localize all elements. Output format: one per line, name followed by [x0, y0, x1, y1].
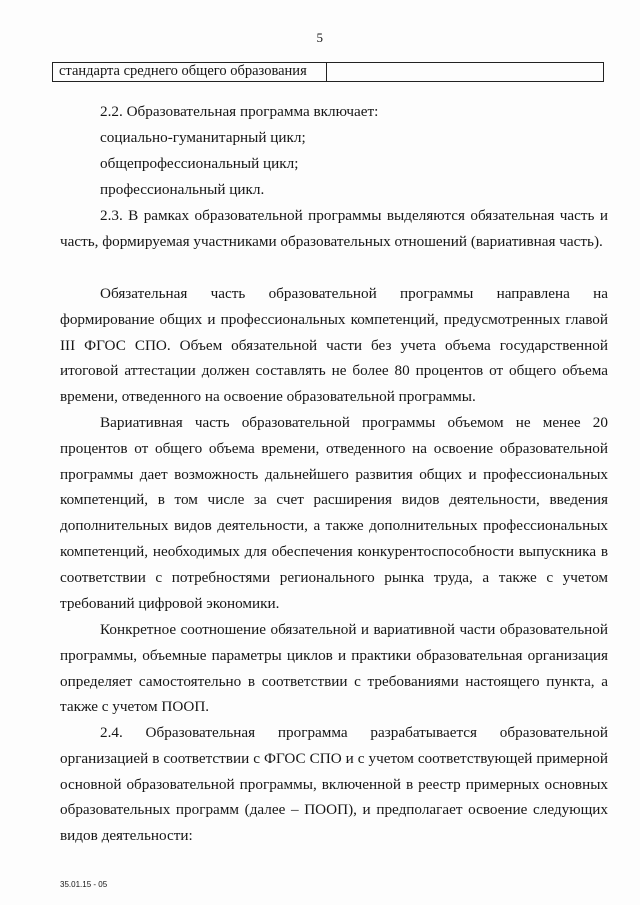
section-2-2-intro: 2.2. Образовательная программа включает:	[100, 103, 379, 120]
table-cell-education-standard: стандарта среднего общего образования	[53, 63, 327, 81]
cycle-item-professional: профессиональный цикл.	[100, 181, 265, 198]
cycle-item-general-professional: общепрофессиональный цикл;	[100, 155, 299, 172]
section-2-4: 2.4. Образовательная программа разрабатывается образовательной организацией в соответствии с ФГОС СПО и с учетом соответствующей примерной основной образовательной программы, включенной в реестр примерных основных образовательных программ (далее – ПООП), и предполагает освоение следующих видов деятельности:	[60, 724, 608, 845]
cycle-item-social: социально-гуманитарный цикл;	[100, 129, 306, 146]
paragraph-variable-part: Вариативная часть образовательной программы объемом не менее 20 процентов от общего объема времени, отведенного на освоение образовательной программы дает возможность дальнейшего развития общих и профессиональных компетенций, в том числе за счет расширения видов деятельности, введения дополнительных видов деятельности, а также дополнительных профессиональных компетенций, необходимых для обеспечения конкурентоспособности выпускника в соответствии с потребностями регионального рынка труда, а также с учетом требований цифровой экономики.	[60, 414, 608, 612]
paragraph-ratio: Конкретное соотношение обязательной и вариативной части образовательной программы, объемные параметры циклов и практики образовательная организация определяет самостоятельно в соответствии с требованиями настоящего пункта, а также с учетом ПООП.	[60, 621, 608, 716]
page-number: 5	[316, 30, 324, 45]
paragraph-mandatory-part: Обязательная часть образовательной программы направлена на формирование общих и профессиональных компетенций, предусмотренных главой III ФГОС СПО. Объем обязательной части без учета объема государственной итоговой аттестации должен составлять не более 80 процентов от общего объема времени, отведенного на освоение образовательной программы.	[60, 285, 608, 406]
table-cell-empty	[327, 63, 603, 81]
table-fragment	[52, 62, 604, 82]
section-2-3: 2.3. В рамках образовательной программы выделяются обязательная часть и часть, формируемая участниками образовательных отношений (вариативная часть).	[60, 207, 608, 250]
footer-document-code: 35.01.15 - 05	[60, 880, 108, 889]
